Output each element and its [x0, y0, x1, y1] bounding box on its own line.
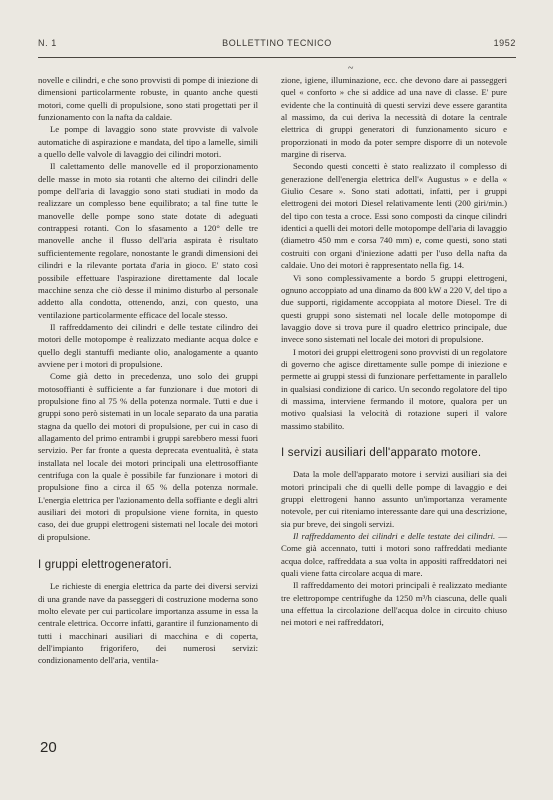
paragraph: Le richieste di energia elettrica da parte dei diversi servizi di una grande nave da passeggeri di costruzione moderna sono molto elevate per cui particolare importanza assume in essa la centrale elettrica. Occorre infatti, garantire il funzionamento di tutti i macchinari ausiliari di macchina e di coperta, dell'impianto frigorifero, dei numerosi servizi: condizionamento dell'aria, ventila- [38, 581, 258, 666]
paragraph: novelle e cilindri, e che sono provvisti di pompe di iniezione di dimensioni particolarmente robuste, in quanto anche questi motori, come quelli di propulsione, sono stati progettati per il funzionamento con la nafta da caldaie. [38, 75, 258, 123]
section-heading: I gruppi elettrogeneratori. [38, 559, 172, 572]
journal-title: BOLLETTINO TECNICO [222, 38, 332, 48]
ornament-mark: ~ [348, 63, 354, 74]
paragraph: Vi sono complessivamente a bordo 5 gruppi elettrogeni, ognuno accoppiato ad una dinamo da 800 kW a 220 V, del tipo a due supporti, rigidamente accoppiata al motore Diesel. Tre di questi gruppi sono sistemati nel locale delle motopompe di lavaggio dove si trova pure il quadro elettrico principale, due invece sono sistemati nel locale dei motori di propulsione. [281, 272, 507, 345]
section-heading: I servizi ausiliari dell'apparato motore. [281, 446, 482, 459]
right-column [281, 74, 507, 629]
year: 1952 [493, 38, 516, 48]
paragraph: Il raffreddamento dei cilindri e delle testate cilindro dei motori delle motopompe è realizzato mediante acqua dolce e quello degli stantuffi mediante olio, analogamente a quanto avviene per i motori di propulsione. [38, 321, 258, 369]
paragraph: zione, igiene, illuminazione, ecc. che devono dare ai passeggeri quel « conforto » che si addice ad una nave di classe. E' pure evidente che la continuità di questi servizi deve essere garantita al massimo, da cui deriva la necessità di dotare la centrale elettrica di gruppi generatori di funzionamento sicuro e proporzionati in modo da poter sempre disporre di un notevole margine di riserva. [281, 75, 507, 160]
running-header [38, 38, 516, 52]
paragraph: Le pompe di lavaggio sono state provviste di valvole automatiche di aspirazione e mandata, del tipo a lamelle, simili a quello delle valvole di lavaggio dei cilindri motori. [38, 124, 258, 160]
paragraph: Secondo questi concetti è stato realizzato il complesso di generazione dell'energia elettrica dell'« Augustus » e della « Giulio Cesare ». Sono stati adottati, infatti, per i gruppi elettrogeni dei motori Diesel relativamente lenti (200 giri/min.) del tipo con testa a croce. Essi sono composti da cinque cilindri identici a quelli dei motori delle motopompe dell'aria di lavaggio (diametro 450 mm e corsa 740 mm) e, come questi, sono stati costruiti con organi d'iniezione adatti per l'uso della nafta da caldaie. Uno dei motori è rappresentato nella fig. 14. [281, 161, 507, 271]
page-number: 20 [40, 739, 57, 756]
header-rule [38, 57, 516, 58]
subsection-text: — Come già accennato, tutti i motori sono raffreddati mediante acqua dolce, raffreddata a sua volta in appositi raffreddatori nei quali viene fatta circolare acqua di mare. [281, 531, 508, 579]
issue-number: N. 1 [38, 38, 57, 48]
paragraph: Come già detto in precedenza, uno solo dei gruppi motosoffianti è sufficiente a far funzionare i due motori di propulsione fino al 75 % della potenza normale. Tutti e due i gruppi sono però sistemati in un locale separato da una paratia stagna da quello dei motori di propulsione, per cui in caso di allagamento del primo entrambi i gruppi sarebbero messi fuori servizio. Per far fronte a questa deprecata eventualità, è stata installata nel locale dei motori principali una elettrosoffiante centrifuga con la quale è possibile far funzionare i motori di propulsione fino a circa il 65 % della potenza normale. L'energia elettrica per l'azionamento della soffiante e degli altri ausiliari dei motori di propulsione viene fornita, in questo caso, dei due gruppi elettrogeni sistemati nel locale dei motori di propulsione. [38, 371, 258, 542]
subsection-paragraph [281, 530, 507, 579]
left-column [38, 74, 258, 667]
paragraph: I motori dei gruppi elettrogeni sono provvisti di un regolatore di governo che agisce direttamente sulle pompe di iniezione e permette ai gruppi stessi di funzionare perfettamente in parallelo in qualsiasi condizione di carico. Un secondo regolatore del tipo di massima, interviene fermando il motore, qualora per un motivo qualsiasi la velocità di rotazione superi il valore massimo stabilito. [281, 346, 508, 431]
subsection-heading: Il raffreddamento dei cilindri e delle testate dei cilindri. [293, 531, 496, 542]
paragraph: Il calettamento delle manovelle ed il proporzionamento delle masse in moto sia rotanti che alterno dei cilindri delle pompe dell'aria di lavaggio sono stati studiati in modo da realizzare un complesso bene equilibrato; a tal fine tutte le manovelle delle pompe sono state dotate di adeguati contrappesi rotanti. Con lo sfasamento a 120° delle tre manovelle anche il flusso dell'aria aspirata è risultato sufficientemente regolare, nonostante le grandi dimensioni dei cilindri e la rilevante portata d'aria in gioco. E' stato così possibile effettuare l'aspirazione direttamente dal locale macchine senza che ciò desse il minimo disturbo al personale addetto alla condotta, ottenendo, anzi, con questo, una ventilazione particolarmente efficace del locale stesso. [38, 161, 258, 320]
paragraph: Data la mole dell'apparato motore i servizi ausiliari sia dei motori principali che di quelli delle pompe di lavaggio e dei gruppi elettrogeni hanno assunto un'importanza veramente notevole, per cui riteniamo interessante dare qui una descrizione, sia pur breve, dei singoli servizi. [281, 469, 507, 529]
paragraph: Il raffreddamento dei motori principali è realizzato mediante tre elettropompe centrifughe da 1250 m³/h ciascuna, delle quali una effettua la circolazione dell'acqua dolce in circuito chiuso nei motori e nei raffreddatori, [281, 580, 507, 628]
